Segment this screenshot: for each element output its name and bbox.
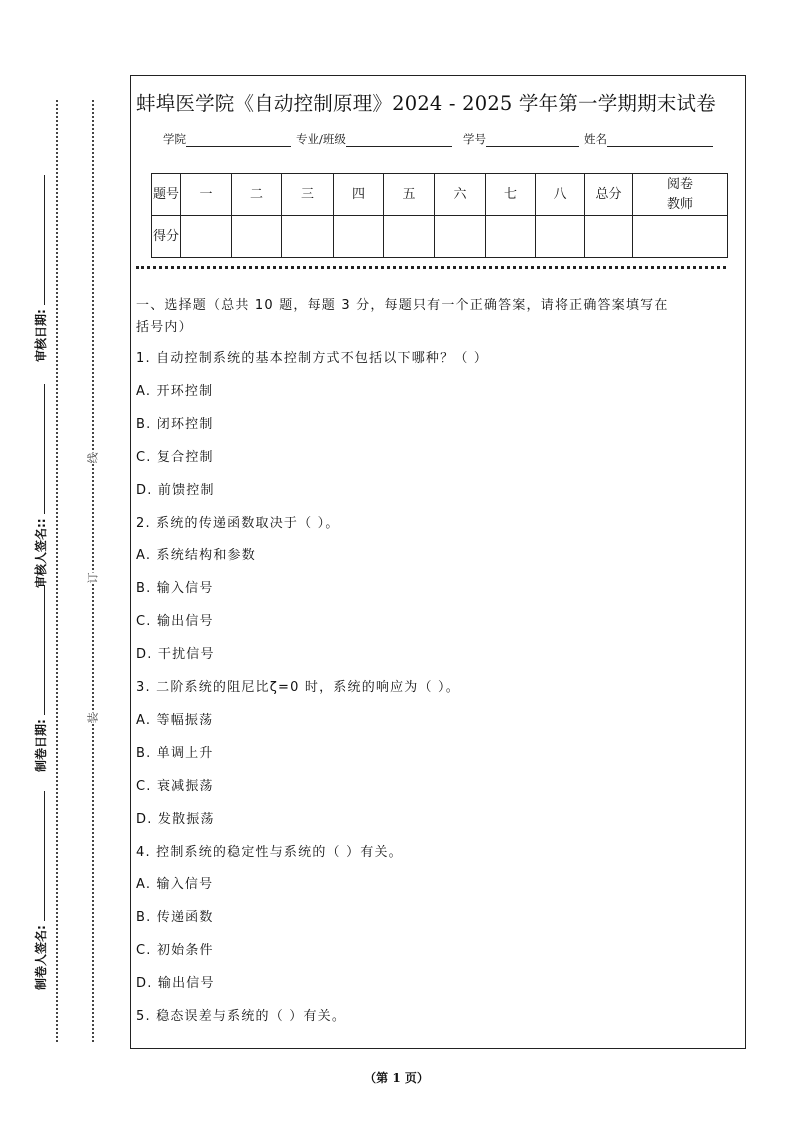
review-date-line	[37, 175, 45, 305]
table-row	[152, 216, 728, 258]
name-label: 姓名	[584, 132, 607, 146]
make-date-line	[37, 585, 45, 715]
col-header: 阅卷教师	[633, 174, 728, 216]
option[interactable]: A. 开环控制	[136, 383, 214, 399]
option[interactable]: B. 单调上升	[136, 745, 214, 761]
table-row	[152, 174, 728, 216]
major-field	[296, 131, 452, 147]
college-line[interactable]	[186, 133, 291, 147]
col-header: 五	[384, 174, 435, 216]
score-cell[interactable]	[232, 216, 282, 258]
question: 5. 稳态误差与系统的（ ）有关。	[136, 1009, 347, 1024]
option[interactable]: C. 衰减振荡	[136, 778, 214, 794]
major-line[interactable]	[346, 133, 452, 147]
maker-sign-field	[32, 791, 49, 990]
score-cell[interactable]	[384, 216, 435, 258]
option[interactable]: D. 干扰信号	[136, 647, 215, 663]
option[interactable]: A. 等幅振荡	[136, 712, 214, 728]
option[interactable]: B. 传递函数	[136, 910, 214, 926]
option[interactable]: A. 输入信号	[136, 877, 214, 893]
binding-mark: 线	[86, 452, 100, 464]
option[interactable]: D. 输出信号	[136, 976, 215, 992]
row-header: 题号	[152, 174, 181, 216]
student-id-label: 学号	[463, 132, 486, 146]
score-cell[interactable]	[633, 216, 728, 258]
student-id-line[interactable]	[486, 133, 579, 147]
reviewer-sign-label: 审核人签名::	[34, 518, 48, 588]
score-cell[interactable]	[486, 216, 536, 258]
section-heading: 一、选择题（总共 10 题，每题 3 分，每题只有一个正确答案，请将正确答案填写在	[136, 298, 669, 313]
maker-sign-label: 制卷人签名:	[34, 925, 48, 990]
question: 4. 控制系统的稳定性与系统的（ ）有关。	[136, 844, 403, 860]
option[interactable]: C. 输出信号	[136, 614, 214, 630]
review-date-field	[32, 175, 49, 362]
exam-title: 蚌埠医学院《自动控制原理》2024 - 2025 学年第一学期期末试卷	[136, 92, 716, 115]
col-header: 一	[181, 174, 232, 216]
binding-line-outer	[56, 100, 58, 1042]
score-cell[interactable]	[536, 216, 585, 258]
make-date-label: 制卷日期:	[34, 719, 48, 772]
reviewer-sign-field	[32, 384, 49, 588]
option[interactable]: D. 前馈控制	[136, 482, 215, 498]
option[interactable]: A. 系统结构和参数	[136, 548, 256, 564]
student-id-field	[463, 131, 579, 147]
option[interactable]: B. 闭环控制	[136, 416, 214, 432]
score-cell[interactable]	[585, 216, 633, 258]
college-label: 学院	[163, 132, 186, 146]
name-field	[584, 131, 713, 147]
row-header: 得分	[152, 216, 181, 258]
section-heading: 括号内）	[136, 320, 193, 335]
maker-sign-line	[37, 791, 45, 921]
question: 1. 自动控制系统的基本控制方式不包括以下哪种？（ ）	[136, 351, 489, 366]
binding-line-inner	[92, 100, 94, 1042]
option[interactable]: C. 复合控制	[136, 449, 214, 465]
col-header: 七	[486, 174, 536, 216]
binding-mark: 装	[86, 712, 100, 724]
score-cell[interactable]	[282, 216, 334, 258]
col-header: 六	[435, 174, 486, 216]
major-label: 专业/班级	[296, 132, 346, 146]
name-line[interactable]	[607, 133, 713, 147]
college-field	[163, 131, 291, 147]
col-header: 二	[232, 174, 282, 216]
reviewer-sign-line	[37, 384, 45, 514]
score-cell[interactable]	[181, 216, 232, 258]
option[interactable]: C. 初始条件	[136, 943, 214, 959]
col-header: 四	[334, 174, 384, 216]
make-date-field	[32, 585, 49, 772]
score-table	[151, 173, 728, 258]
col-header: 总分	[585, 174, 633, 216]
score-cell[interactable]	[435, 216, 486, 258]
binding-mark: 订	[86, 572, 100, 584]
col-header: 三	[282, 174, 334, 216]
question: 3. 二阶系统的阻尼比ζ=0 时，系统的响应为（ ）。	[136, 680, 460, 695]
score-cell[interactable]	[334, 216, 384, 258]
col-header: 八	[536, 174, 585, 216]
page-footer: （第 1 页）	[364, 1071, 429, 1085]
dotted-separator	[136, 266, 726, 269]
option[interactable]: B. 输入信号	[136, 581, 214, 597]
option[interactable]: D. 发散振荡	[136, 811, 215, 827]
review-date-label: 审核日期:	[34, 309, 48, 362]
question: 2. 系统的传递函数取决于（ ）。	[136, 515, 340, 531]
